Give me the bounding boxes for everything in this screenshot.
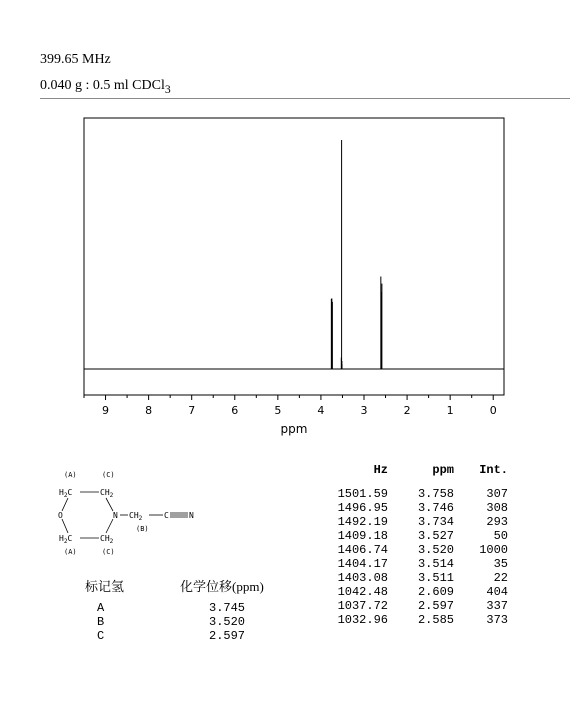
table-row bbox=[322, 529, 508, 543]
x-tick-label: 5 bbox=[274, 404, 282, 417]
bond-tr-n bbox=[106, 498, 113, 511]
x-tick-label: 6 bbox=[231, 404, 239, 417]
bond-o-bl bbox=[62, 519, 68, 533]
assignment-shift: 3.745 bbox=[209, 601, 246, 615]
cell-ppm: 3.527 bbox=[417, 529, 454, 543]
nitrile-carbon: C bbox=[164, 511, 169, 520]
ch2-side-chain: $CH_2$ bbox=[129, 511, 143, 522]
cell-hz: 1496.95 bbox=[337, 501, 388, 515]
table-row bbox=[322, 585, 508, 599]
assignment-shift: 3.520 bbox=[209, 615, 246, 629]
assignment-header-label: 标记氢 bbox=[85, 579, 125, 594]
cell-hz: 1492.19 bbox=[337, 515, 388, 529]
cell-hz: 1406.74 bbox=[337, 543, 388, 557]
ch2-bottom-right: $CH_2$ bbox=[100, 534, 114, 545]
bond-tl-o bbox=[62, 498, 68, 511]
label-c-bottom: (C) bbox=[102, 548, 115, 556]
cell-hz: 1403.08 bbox=[337, 571, 388, 585]
sample-unit: g bbox=[75, 78, 82, 93]
oxygen-atom: O bbox=[58, 511, 63, 520]
table-row bbox=[322, 613, 508, 627]
table-row bbox=[322, 557, 508, 571]
cell-ppm: 3.520 bbox=[417, 543, 454, 557]
table-row bbox=[322, 501, 508, 515]
sample-amount: 0.040 bbox=[40, 78, 75, 93]
cell-int: 308 bbox=[486, 501, 508, 515]
ch2-top-right: $CH_2$ bbox=[100, 488, 114, 499]
label-a-bottom: (A) bbox=[64, 548, 77, 556]
x-tick-label: 9 bbox=[102, 404, 110, 417]
cell-ppm: 3.734 bbox=[417, 515, 454, 529]
cell-ppm: 3.758 bbox=[417, 487, 454, 501]
cell-int: 293 bbox=[486, 515, 508, 529]
x-tick-label: 1 bbox=[446, 404, 454, 417]
x-tick-label: 3 bbox=[360, 404, 368, 417]
table-row bbox=[322, 571, 508, 585]
header-ppm: ppm bbox=[432, 463, 454, 477]
x-axis-label: ppm bbox=[280, 422, 308, 436]
x-tick-label: 4 bbox=[317, 404, 325, 417]
cell-hz: 1042.48 bbox=[337, 585, 388, 599]
cell-ppm: 2.609 bbox=[417, 585, 454, 599]
cell-ppm: 2.585 bbox=[417, 613, 454, 627]
cell-hz: 1032.96 bbox=[337, 613, 388, 627]
assignment-header-shift: 化学位移(ppm) bbox=[180, 579, 264, 594]
cell-int: 373 bbox=[486, 613, 508, 627]
cell-int: 50 bbox=[493, 529, 508, 543]
assignment-label: B bbox=[97, 615, 105, 629]
h2c-top-left: $H_2C$ bbox=[59, 488, 73, 499]
h2c-bottom-left: $H_2C$ bbox=[59, 534, 73, 545]
peak-table-body bbox=[322, 487, 508, 627]
assignment-label: C bbox=[97, 629, 105, 643]
spectrometer-frequency: 399.65 MHz bbox=[40, 52, 111, 67]
cell-hz: 1409.18 bbox=[337, 529, 388, 543]
cell-ppm: 3.514 bbox=[417, 557, 454, 571]
cell-int: 404 bbox=[486, 585, 508, 599]
x-tick-label: 2 bbox=[403, 404, 411, 417]
sample-solvent: : 0.5 ml CDCl bbox=[82, 78, 165, 93]
label-b: (B) bbox=[136, 525, 149, 533]
cell-int: 1000 bbox=[479, 543, 508, 557]
cell-hz: 1404.17 bbox=[337, 557, 388, 571]
table-row bbox=[322, 599, 508, 613]
peak-table bbox=[322, 463, 508, 627]
cell-int: 35 bbox=[493, 557, 508, 571]
cell-ppm: 3.746 bbox=[417, 501, 454, 515]
peaks-layer bbox=[331, 140, 382, 369]
table-row bbox=[322, 515, 508, 529]
cell-ppm: 3.511 bbox=[417, 571, 454, 585]
plot-frame bbox=[84, 118, 504, 395]
x-axis-ticks bbox=[84, 395, 497, 417]
cell-int: 337 bbox=[486, 599, 508, 613]
assignment-label: A bbox=[97, 601, 105, 615]
table-row bbox=[322, 487, 508, 501]
cell-int: 307 bbox=[486, 487, 508, 501]
molecule-structure bbox=[48, 465, 228, 565]
cell-hz: 1501.59 bbox=[337, 487, 388, 501]
cell-hz: 1037.72 bbox=[337, 599, 388, 613]
x-tick-label: 7 bbox=[188, 404, 196, 417]
nitrile-nitrogen: N bbox=[189, 511, 194, 520]
header-int: Int. bbox=[479, 463, 508, 477]
cell-int: 22 bbox=[493, 571, 508, 585]
label-a-top: (A) bbox=[64, 471, 77, 479]
x-tick-label: 8 bbox=[145, 404, 153, 417]
solvent-subscript: 3 bbox=[164, 82, 171, 96]
peak-table-header bbox=[322, 463, 508, 487]
assignment-shift: 2.597 bbox=[209, 629, 246, 643]
header-hz: Hz bbox=[373, 463, 388, 477]
table-row bbox=[322, 543, 508, 557]
bond-n-br bbox=[106, 519, 113, 533]
nitrogen-atom: N bbox=[113, 511, 118, 520]
cell-ppm: 2.597 bbox=[417, 599, 454, 613]
x-tick-label: 0 bbox=[489, 404, 497, 417]
label-c-top: (C) bbox=[102, 471, 115, 479]
